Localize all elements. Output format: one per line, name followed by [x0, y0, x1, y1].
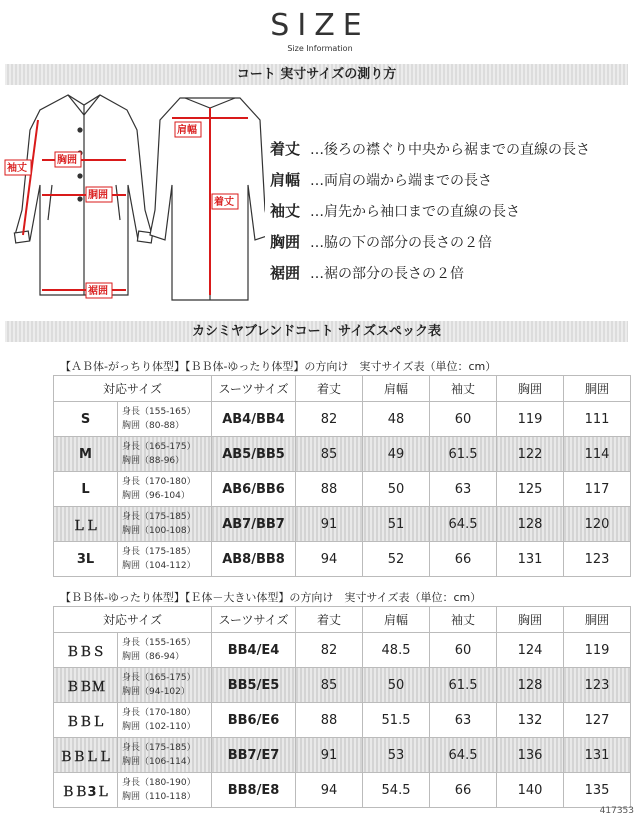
table-row: ＢＢ3Ｌ 身長（180-190） 胸囲（110-118） BB8/E8 94 54.5 66 140 135 — [54, 773, 631, 808]
definition-length: 着丈 …後ろの襟ぐり中央から裾までの直線の長さ — [270, 140, 590, 158]
table-row: 3L 身長（175-185） 胸囲（104-112） AB8/BB8 94 52 66 131 123 — [54, 542, 631, 577]
table1-caption: 【ＡＢ体-がっちり体型】【ＢＢ体-ゆったり体型】の方向け 実寸サイズ表（単位：cm） — [60, 360, 497, 373]
table-row: ＬＬ 身長（175-185） 胸囲（100-108） AB7/BB7 91 51 64.5 128 120 — [54, 507, 631, 542]
definition-shoulder: 肩幅 …両肩の端から端までの長さ — [270, 171, 492, 189]
label-hem: 裾囲 — [88, 286, 108, 297]
page-subtitle: Size Information — [287, 44, 353, 53]
definition-chest: 胸囲 …脇の下の部分の長さの２倍 — [270, 233, 492, 251]
section-heading-measurement: コート 実寸サイズの測り方 — [5, 64, 628, 85]
table-row: L 身長（170-180） 胸囲（96-104） AB6/BB6 88 50 63 125 117 — [54, 472, 631, 507]
page-title: SIZE — [270, 8, 370, 43]
label-length: 着丈 — [214, 197, 234, 208]
label-chest: 胸囲 — [57, 155, 77, 166]
table-row: S 身長（155-165） 胸囲（80-88） AB4/BB4 82 48 60 119 111 — [54, 402, 631, 437]
table-row: ＢＢＳ 身長（155-165） 胸囲（86-94） BB4/E4 82 48.5 60 124 119 — [54, 633, 631, 668]
label-sleeve-front: 袖丈 — [7, 163, 27, 174]
table-header-row: 対応サイズ スーツサイズ 着丈 肩幅 袖丈 胸囲 胴囲 — [54, 607, 631, 633]
table-row: M 身長（165-175） 胸囲（88-96） AB5/BB5 85 49 61.5 122 114 — [54, 437, 631, 472]
label-shoulder: 肩幅 — [177, 125, 197, 136]
definition-sleeve: 袖丈 …肩先から袖口までの直線の長さ — [270, 202, 520, 220]
size-table-ab-bb — [53, 375, 631, 577]
table-row: ＢＢＭ 身長（165-175） 胸囲（94-102） BB5/E5 85 50 61.5 128 123 — [54, 668, 631, 703]
measurement-definitions — [270, 138, 640, 293]
table-row: ＢＢＬＬ 身長（175-185） 胸囲（106-114） BB7/E7 91 53 64.5 136 131 — [54, 738, 631, 773]
section-heading-spec: カシミヤブレンドコート サイズスペック表 — [5, 321, 628, 342]
coat-measurement-illustration — [0, 90, 265, 315]
table-header-row: 対応サイズ スーツサイズ 着丈 肩幅 袖丈 胸囲 胴囲 — [54, 376, 631, 402]
definition-hem: 裾囲 …裾の部分の長さの２倍 — [270, 264, 464, 282]
table2-caption: 【ＢＢ体-ゆったり体型】【Ｅ体－大きい体型】の方向け 実寸サイズ表（単位：cm） — [60, 591, 482, 604]
label-waist: 胴囲 — [88, 190, 108, 201]
product-code: 417353 — [599, 806, 634, 816]
coat-back-illustration — [150, 98, 265, 300]
size-table-bb-e — [53, 606, 631, 808]
table-row: ＢＢＬ 身長（170-180） 胸囲（102-110） BB6/E6 88 51.5 63 132 127 — [54, 703, 631, 738]
